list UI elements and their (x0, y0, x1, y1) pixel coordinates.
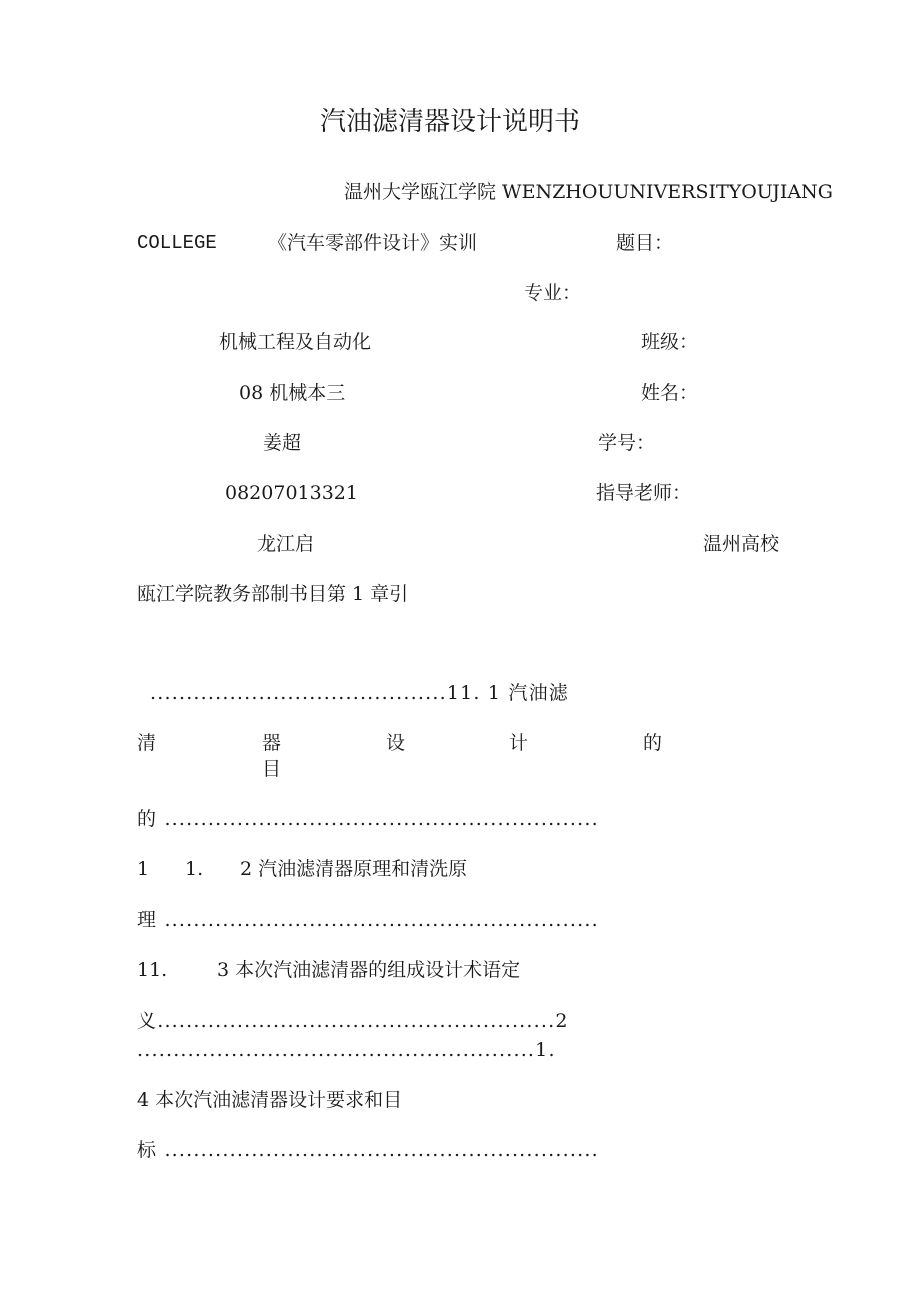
toc-dot-leader: .......................................................1. (137, 1039, 556, 1061)
toc-entry-1-1[interactable]: .........................................11. 1 汽油滤 (150, 682, 570, 704)
advisor-label: 指导老师： (596, 482, 692, 504)
university-header: 温州大学瓯江学院 WENZHOUUNIVERSITYOUJIANG (344, 181, 833, 203)
toc-section-number: 11. (137, 959, 168, 981)
document-title: 汽油滤清器设计说明书 (320, 107, 581, 137)
toc-entry-1-3-cont[interactable]: 义.......................................................2 (137, 1010, 569, 1032)
class-label: 班级： (641, 331, 699, 353)
toc-entry-1-3[interactable]: 3 本次汽油滤清器的组成设计术语定 (217, 959, 521, 981)
school-tail: 温州高校 (703, 533, 780, 555)
topic-label: 题目： (616, 232, 674, 254)
college-label: COLLEGE (137, 232, 217, 254)
toc-entry-1-4-cont[interactable]: 标 ............................................................ (137, 1139, 599, 1161)
major-value: 机械工程及自动化 (219, 331, 372, 353)
student-id-value: 08207013321 (225, 482, 358, 504)
issuer-line: 瓯江学院教务部制书目第 1 章引 (137, 583, 409, 605)
toc-entry-1-2[interactable]: 2 汽油滤清器原理和清洗原 (240, 858, 468, 880)
toc-entry-1-4[interactable]: 4 本次汽油滤清器设计要求和目 (137, 1089, 403, 1111)
class-value: 08 机械本三 (239, 382, 346, 404)
toc-char: 清 (137, 732, 157, 754)
toc-char: 目 (262, 758, 282, 780)
toc-page-number: 1 (137, 858, 150, 880)
toc-char: 计 (509, 732, 529, 754)
advisor-value: 龙江启 (257, 533, 315, 555)
toc-section-number: 1. (185, 858, 204, 880)
toc-entry-1-1-cont[interactable]: 的 ............................................................ (137, 808, 599, 830)
name-label: 姓名： (641, 382, 699, 404)
toc-entry-1-2-cont[interactable]: 理 ............................................................ (137, 909, 599, 931)
course-name: 《汽车零部件设计》实训 (268, 232, 478, 254)
student-id-label: 学号： (598, 432, 656, 454)
toc-char: 设 (386, 732, 406, 754)
toc-char: 的 (643, 732, 663, 754)
major-label: 专业： (524, 282, 582, 304)
name-value: 姜超 (263, 432, 302, 454)
toc-char: 器 (262, 732, 282, 754)
